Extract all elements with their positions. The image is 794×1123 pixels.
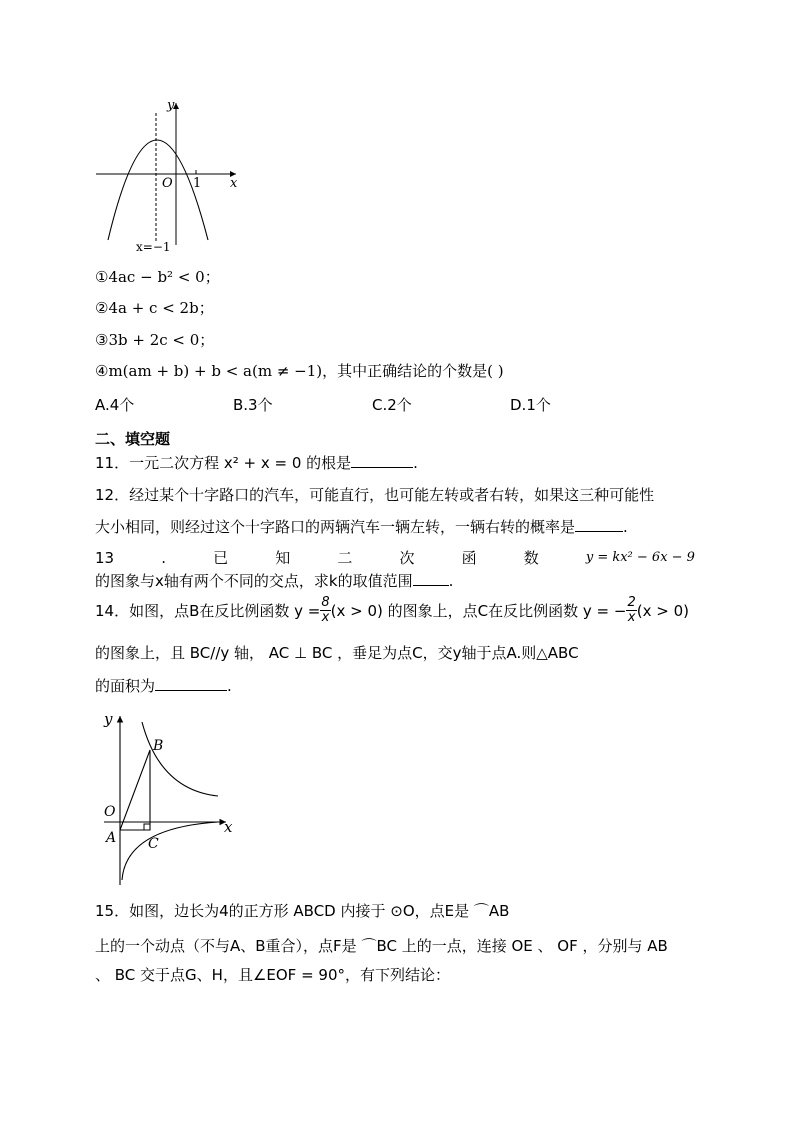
x-label: x (224, 818, 233, 836)
y-axis-label: y (167, 98, 175, 113)
q14-answer-blank[interactable] (155, 676, 227, 691)
q12-text: 大小相同，则经过这个十字路口的两辆汽车一辆左转，一辆右转的概率是 (95, 518, 576, 536)
q13-function: y = kx² − 6x − 9 (585, 550, 695, 565)
q10-conclusion-4: ④m(am + b) + b < a(m ≠ −1)，其中正确结论的个数是( ) (95, 362, 504, 380)
parabola-figure (90, 95, 250, 255)
curve-negative (122, 822, 218, 880)
q13-end: . (448, 572, 454, 590)
b-label: B (153, 738, 164, 754)
q12-line-2 (95, 517, 628, 537)
q14-end: . (227, 677, 232, 695)
q10-option-a[interactable]: A.4个 (95, 396, 135, 414)
y-label: y (104, 710, 113, 728)
q13-token-1: 已 (213, 549, 229, 567)
o-label: O (104, 804, 116, 820)
q12-end: . (623, 518, 628, 536)
c-label: C (148, 836, 159, 852)
q14-part2: (x > 0) 的图象上，点C在反比例函数 y = − (330, 601, 627, 620)
q11-end: . (413, 454, 418, 472)
q10-option-b[interactable]: B.3个 (233, 396, 273, 414)
q10-option-c[interactable]: C.2个 (372, 396, 412, 414)
q15-line-2: 上的一个动点（不与A、B重合），点F是 ⌒BC 上的一点，连接 OE 、 OF ，分别与 AB (95, 937, 668, 955)
q11-text: 11．一元二次方程 x² + x = 0 的根是 (95, 454, 352, 472)
q10-conclusion-1: ①4ac − b² < 0； (95, 268, 220, 286)
q10-conclusion-3: ③3b + 2c < 0； (95, 331, 215, 349)
q14-line-1 (95, 596, 689, 625)
q13-line-1 (95, 548, 695, 568)
x-axis-label: x (230, 176, 238, 191)
q13-text: 的图象与x轴有两个不同的交点，求k的取值范围 (95, 572, 413, 590)
q13-token-dot: . (161, 549, 166, 567)
q13-line-2 (95, 571, 453, 591)
q14-line-3 (95, 676, 232, 696)
symmetry-label: x=−1 (136, 240, 171, 254)
hyperbola-figure (100, 710, 250, 890)
q12-answer-blank[interactable] (575, 517, 623, 532)
q13-token-number: 13 (95, 549, 115, 567)
one-label: 1 (193, 176, 202, 191)
a-label: A (106, 830, 117, 846)
q13-token-6: 数 (523, 549, 539, 567)
q10-option-d[interactable]: D.1个 (510, 396, 551, 414)
q13-token-3: 二 (337, 549, 353, 567)
q13-token-5: 函 (461, 549, 477, 567)
q13-token-4: 次 (399, 549, 415, 567)
q14-part1: 14．如图，点B在反比例函数 y = (95, 601, 321, 620)
q14-line-2: 的图象上，且 BC//y 轴， AC ⊥ BC ，垂足为点C，交y轴于点A.则△ABC (95, 644, 579, 662)
curve-positive (142, 722, 218, 796)
q10-conclusion-2: ②4a + c < 2b； (95, 299, 214, 317)
segment-ab (120, 750, 150, 830)
q14-text: 的面积为 (95, 677, 156, 695)
q13-answer-blank[interactable] (413, 571, 449, 586)
origin-label: O (162, 176, 173, 191)
q15-line-3: 、 BC 交于点G、H，且∠EOF = 90°，有下列结论： (95, 966, 450, 984)
section-title-fill-blank: 二、填空题 (95, 430, 171, 448)
question-11 (95, 453, 418, 473)
right-angle-mark (144, 824, 150, 830)
q13-token-2: 知 (275, 549, 291, 567)
q12-line-1: 12．经过某个十字路口的汽车，可能直行，也可能左转或者右转，如果这三种可能性 (95, 486, 655, 504)
q14-fraction-1: $\frac{8}{x}$ (321, 595, 330, 625)
q15-line-1: 15．如图，边长为4的正方形 ABCD 内接于 ⊙O，点E是 ⌒AB (95, 902, 510, 920)
q14-part3: (x > 0) (636, 601, 689, 620)
q14-fraction-2: $\frac{2}{x}$ (627, 595, 636, 625)
q11-answer-blank[interactable] (351, 453, 413, 468)
